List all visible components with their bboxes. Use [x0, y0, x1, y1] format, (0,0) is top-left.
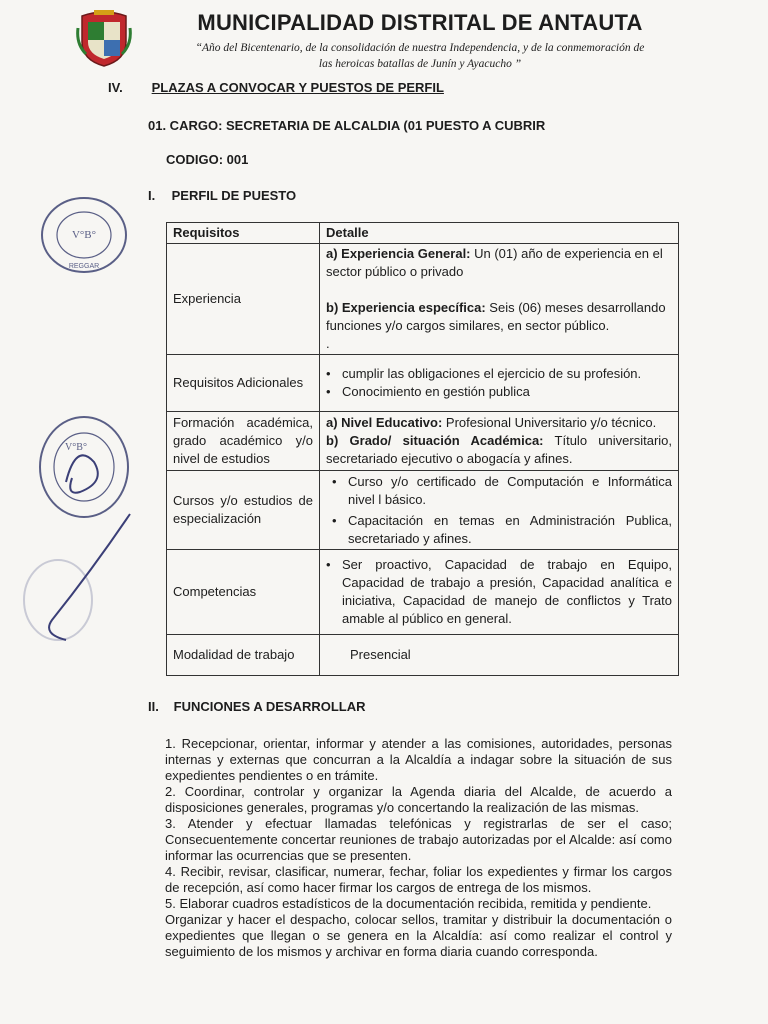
list-item: • cumplir las obligaciones el ejercicio de su profesión. [326, 366, 642, 381]
signature-mark [12, 510, 132, 650]
table-header-row [167, 223, 679, 244]
table-row-experiencia [167, 244, 679, 355]
perfil-table [166, 222, 679, 676]
section-iv-heading [108, 80, 444, 95]
table-row-adicionales [167, 355, 679, 412]
requisito-label: Competencias [167, 550, 320, 635]
requisito-label: Cursos y/o estudios de especialización [167, 471, 320, 550]
approval-stamp-1 [38, 194, 130, 276]
detalle-cell: Presencial [320, 635, 679, 676]
list-item: 2. Coordinar, controlar y organizar la Agenda diaria del Alcalde, de acuerdo a disposiciones generales, programas y/o concertando la realización de las mismas. [165, 784, 672, 815]
section-title: PLAZAS A CONVOCAR Y PUESTOS DE PERFIL [151, 80, 444, 95]
table-row-competencias [167, 550, 679, 635]
experiencia-general: a) Experiencia General: Un (01) año de experiencia en el sector público o privado [326, 246, 663, 279]
requisito-label: Requisitos Adicionales [167, 355, 320, 412]
section-number: II. [148, 699, 159, 714]
cargo-heading: 01. CARGO: SECRETARIA DE ALCALDIA (01 PUESTO A CUBRIR [148, 118, 546, 133]
list-item: Organizar y hacer el despacho, colocar sellos, tramitar y distribuir la documentación o expedientes que llegan o se genera en la Alcaldía: así como realizar el control y seguimiento de los mismos y archivar en forma diaria cuando corresponda. [165, 912, 672, 959]
motto-line-1: “Año del Bicentenario, de la consolidación de nuestra Independencia, y de la conmemoración de [195, 42, 645, 54]
list-item: • Ser proactivo, Capacidad de trabajo en Equipo, Capacidad de trabajo a presión, Capacidad analítica e iniciativa, Capacidad de manejo de conflictos y Trato amable al público en general. [326, 557, 672, 626]
section-title: FUNCIONES A DESARROLLAR [173, 699, 366, 714]
section-i-heading [148, 188, 296, 203]
column-header-detalle: Detalle [320, 223, 679, 244]
list-item: • Capacitación en temas en Administración Publica, secretariado y afines. [332, 512, 672, 546]
grado-academico: b) Grado/ situación Académica: Título universitario, secretariado ejecutivo o abogacía y afines. [326, 433, 673, 466]
section-title: PERFIL DE PUESTO [171, 188, 297, 203]
stamp-center-text: V°B° [71, 229, 97, 241]
requisito-label: Modalidad de trabajo [167, 635, 320, 676]
trailing-mark: . [326, 336, 330, 351]
list-item: 3. Atender y efectuar llamadas telefónicas y registrarlas de ser el caso; Consecuentemente concertar reuniones de trabajo autorizadas por el Alcalde: así como informar las ocurrencias que se presenten. [165, 816, 672, 863]
section-number: IV. [108, 80, 123, 95]
list-item: 4. Recibir, revisar, clasificar, numerar, fechar, foliar los expedientes y firmar los cargos de recepción, así como hacer firmar los cargos de entrega de los mismos. [165, 864, 672, 895]
detalle-cell [320, 355, 679, 412]
table-row-modalidad [167, 635, 679, 676]
funciones-list [165, 736, 672, 960]
header-motto [150, 40, 690, 72]
page-title: MUNICIPALIDAD DISTRITAL DE ANTAUTA [197, 10, 643, 35]
list-item: 1. Recepcionar, orientar, informar y atender a las comisiones, autoridades, personas internas y externas que concurran a la Alcaldía a indagar sobre la situación de sus expedientes pendientes o en trámite. [165, 736, 672, 783]
list-item: • Conocimiento en gestión publica [326, 384, 530, 399]
detalle-cell [320, 471, 679, 550]
stamp-center-text: V°B° [65, 442, 87, 453]
stamp-bottom-text: REGGAR [68, 263, 100, 270]
municipal-crest-icon [76, 8, 132, 68]
codigo-heading: CODIGO: 001 [166, 152, 249, 167]
column-header-requisitos: Requisitos [167, 223, 320, 244]
motto-line-2: las heroicas batallas de Junín y Ayacucho ” [318, 58, 522, 70]
experiencia-especifica: b) Experiencia específica: Seis (06) meses desarrollando funciones y/o cargos similares, en sector público. [326, 300, 666, 333]
section-number: I. [148, 188, 156, 203]
detalle-cell [320, 244, 679, 355]
list-item: • Curso y/o certificado de Computación e Informática nivel l básico. [332, 473, 672, 507]
list-item: 5. Elaborar cuadros estadísticos de la documentación recibida, remitida y pendiente. [165, 896, 652, 911]
requisito-label: Experiencia [167, 244, 320, 355]
requisito-label: Formación académica, grado académico y/o nivel de estudios [167, 412, 320, 471]
table-row-cursos [167, 471, 679, 550]
approval-stamp-2 [36, 412, 132, 522]
section-ii-heading [148, 699, 366, 714]
nivel-educativo: a) Nivel Educativo: Profesional Universitario y/o técnico. [326, 415, 657, 430]
detalle-cell [320, 550, 679, 635]
table-row-formacion [167, 412, 679, 471]
detalle-cell [320, 412, 679, 471]
